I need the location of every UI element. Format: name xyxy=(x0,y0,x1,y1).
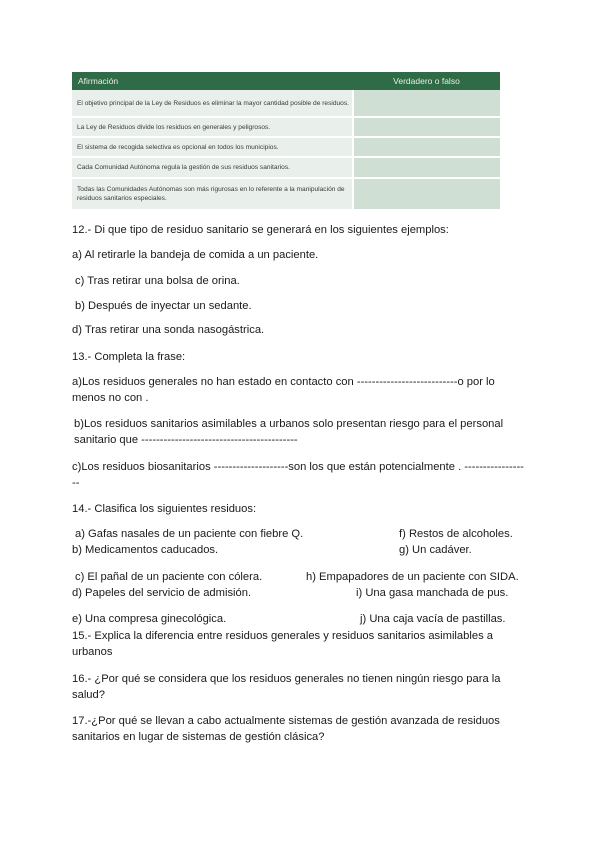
header-affirmation: Afirmación xyxy=(72,72,353,90)
q12-item-c: c) Tras retirar una bolsa de orina. xyxy=(75,275,240,287)
q13-item-c: c)Los residuos biosanitarios --------------------son los que están potencialmente . ------------------ xyxy=(72,461,524,489)
table-row xyxy=(72,90,500,117)
affirmation-cell: Todas las Comunidades Autónomas son más rigurosas en lo referente a la manipulación de residuos sanitarios especiales. xyxy=(72,178,353,210)
q14-item-i: i) Una gasa manchada de pus. xyxy=(356,587,509,599)
question-13-title: 13.- Completa la frase: xyxy=(72,351,186,363)
answer-cell[interactable] xyxy=(353,178,500,210)
q14-item-f: f) Restos de alcoholes. xyxy=(399,528,513,540)
answer-cell[interactable] xyxy=(353,157,500,178)
q14-item-g: g) Un cadáver. xyxy=(399,544,472,556)
q12-item-b: b) Después de inyectar un sedante. xyxy=(75,300,252,312)
q14-item-j: j) Una caja vacía de pastillas. xyxy=(360,613,506,625)
affirmation-cell: El sistema de recogida selectiva es opcional en todos los municipios. xyxy=(72,137,353,157)
answer-cell[interactable] xyxy=(353,90,500,117)
affirmation-cell: La Ley de Residuos divide los residuos en generales y peligrosos. xyxy=(72,117,353,137)
q12-item-d: d) Tras retirar una sonda nasogástrica. xyxy=(72,324,265,336)
q13-item-b: b)Los residuos sanitarios asimilables a urbanos solo presentan riesgo para el personal sanitario que ------------------------------------------ xyxy=(74,418,504,446)
header-true-false: Verdadero o falso xyxy=(353,72,500,90)
q14-item-c: c) El pañal de un paciente con cólera. xyxy=(75,571,263,583)
question-12-title: 12.- Di que tipo de residuo sanitario se generará en los siguientes ejemplos: xyxy=(72,224,449,236)
question-14-title: 14.- Clasifica los siguientes residuos: xyxy=(72,503,257,515)
affirmation-cell: Cada Comunidad Autónoma regula la gestión de sus residuos sanitarios. xyxy=(72,157,353,178)
table-row xyxy=(72,117,500,137)
answer-cell[interactable] xyxy=(353,137,500,157)
question-16: 16.- ¿Por qué se considera que los residuos generales no tienen ningún riesgo para la salud? xyxy=(72,673,501,701)
table-row xyxy=(72,157,500,178)
q14-item-e: e) Una compresa ginecológica. xyxy=(72,613,227,625)
q14-item-d: d) Papeles del servicio de admisión. xyxy=(72,587,252,599)
answer-cell[interactable] xyxy=(353,117,500,137)
q14-item-b: b) Medicamentos caducados. xyxy=(72,544,219,556)
q13-item-a: a)Los residuos generales no han estado en contacto con ---------------------------o por lo menos no con . xyxy=(72,376,495,404)
table-row xyxy=(72,137,500,157)
question-15: 15.- Explica la diferencia entre residuos generales y residuos sanitarios asimilables a urbanos xyxy=(72,630,493,658)
true-false-table xyxy=(72,72,500,211)
affirmation-cell: El objetivo principal de la Ley de Residuos es eliminar la mayor cantidad posible de residuos. xyxy=(72,90,353,117)
q14-item-h: h) Empapadores de un paciente con SIDA. xyxy=(306,571,519,583)
table-row xyxy=(72,178,500,210)
q12-item-a: a) Al retirarle la bandeja de comida a un paciente. xyxy=(72,249,319,261)
table-header-row xyxy=(72,72,500,90)
q14-item-a: a) Gafas nasales de un paciente con fiebre Q. xyxy=(75,528,304,540)
question-17: 17.-¿Por qué se llevan a cabo actualmente sistemas de gestión avanzada de residuos sanitarios en lugar de sistemas de gestión clásica? xyxy=(72,715,500,743)
